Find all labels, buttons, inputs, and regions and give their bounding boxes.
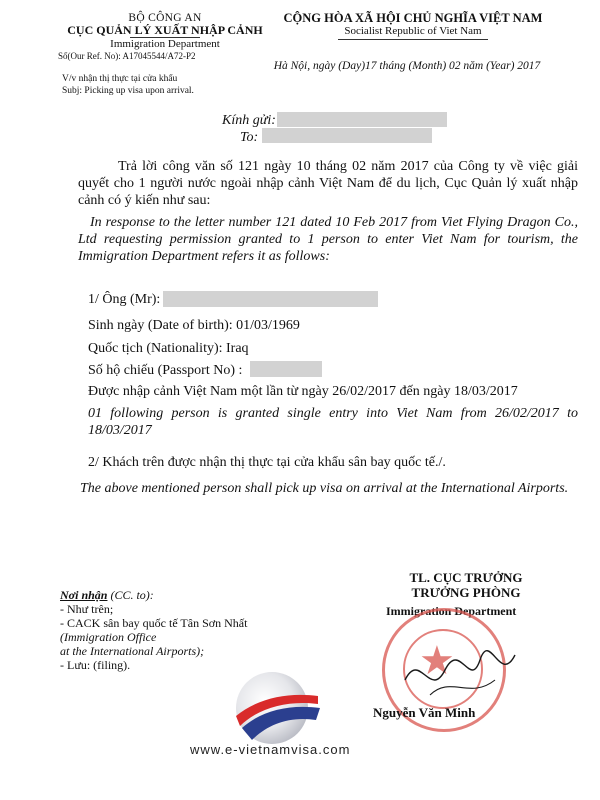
name-redaction <box>163 291 378 307</box>
pickup-statement-en: The above mentioned person shall pick up visa on arrival at the International Airports. <box>80 481 569 496</box>
cc-line: (Immigration Office <box>60 630 157 644</box>
department-name-en: Immigration Department <box>110 38 220 50</box>
pickup-statement-vn: 2/ Khách trên được nhận thị thực tại cửa khẩu sân bay quốc tế./. <box>88 455 446 470</box>
subject-block <box>62 73 194 97</box>
website-watermark: www.e-vietnamvisa.com <box>190 742 351 757</box>
issuer-block <box>40 12 290 62</box>
country-underline <box>338 39 488 40</box>
nationality: Quốc tịch (Nationality): Iraq <box>88 341 249 356</box>
cc-line: at the International Airports); <box>60 644 205 658</box>
globe-logo <box>228 668 322 748</box>
cc-line: - CACK sân bay quốc tế Tân Sơn Nhất <box>60 616 248 630</box>
ministry-name: BỘ CÔNG AN <box>128 12 202 24</box>
subject-en: Subj: Picking up visa upon arrival. <box>62 86 194 96</box>
signature-title-2: TRƯỞNG PHÒNG <box>411 585 521 600</box>
response-paragraph-en: In response to the letter number 121 dated 10 Feb 2017 from Viet Flying Dragon Co., Ltd requesting permission granted to 1 person to enter Viet Nam for tourism, the Immigration Department refers it as follows: <box>78 215 578 264</box>
cc-title: Nơi nhận <box>60 588 108 602</box>
department-name-vn: CỤC QUẢN LÝ XUẤT NHẬP CẢNH <box>67 23 263 37</box>
country-block <box>268 12 558 40</box>
cc-block <box>60 588 247 672</box>
passport-label: Số hộ chiếu (Passport No) : <box>88 363 243 378</box>
cc-title-en: (CC. to): <box>107 588 154 602</box>
signature-department: Immigration Department <box>386 604 517 618</box>
handwritten-signature <box>400 640 520 710</box>
signature-title-1: TL. CỤC TRƯỞNG <box>409 570 523 585</box>
country-name-vn: CỘNG HÒA XÃ HỘI CHỦ NGHĨA VIỆT NAM <box>283 11 543 25</box>
subject-vn: V/v nhận thị thực tại cửa khẩu <box>62 74 178 84</box>
cc-line: - Lưu: (filing). <box>60 658 131 672</box>
signature-title-block <box>386 570 546 600</box>
document-date: Hà Nội, ngày (Day)17 tháng (Month) 02 năm (Year) 2017 <box>273 60 541 72</box>
recipient-redaction-en <box>262 128 432 143</box>
recipient-label-en: To: <box>240 130 259 145</box>
reference-number: Số(Our Ref. No): A17045544/A72-P2 <box>58 51 196 61</box>
entry-statement-vn: Được nhập cảnh Việt Nam một lần từ ngày 26/02/2017 đến ngày 18/03/2017 <box>88 384 518 399</box>
recipient-label-vn: Kính gửi: <box>222 113 276 128</box>
star-icon: ★ <box>419 638 455 683</box>
passport-redaction <box>250 361 322 377</box>
name-label: 1/ Ông (Mr): <box>88 292 161 307</box>
date-of-birth: Sinh ngày (Date of birth): 01/03/1969 <box>88 318 300 333</box>
signer-name: Nguyễn Văn Minh <box>373 705 476 720</box>
country-name-en: Socialist Republic of Viet Nam <box>344 25 482 37</box>
cc-line: - Như trên; <box>60 602 114 616</box>
recipient-redaction <box>277 112 447 127</box>
response-paragraph-vn: Trả lời công văn số 121 ngày 10 tháng 02 năm 2017 của Công ty về việc giải quyết cho 1 người nước ngoài nhập cảnh Việt Nam để du lịch, Cục Quản lý xuất nhập cảnh có ý kiến như sau: <box>78 159 578 208</box>
entry-statement-en: 01 following person is granted single entry into Viet Nam from 26/02/2017 to 18/03/2017 <box>88 406 578 438</box>
